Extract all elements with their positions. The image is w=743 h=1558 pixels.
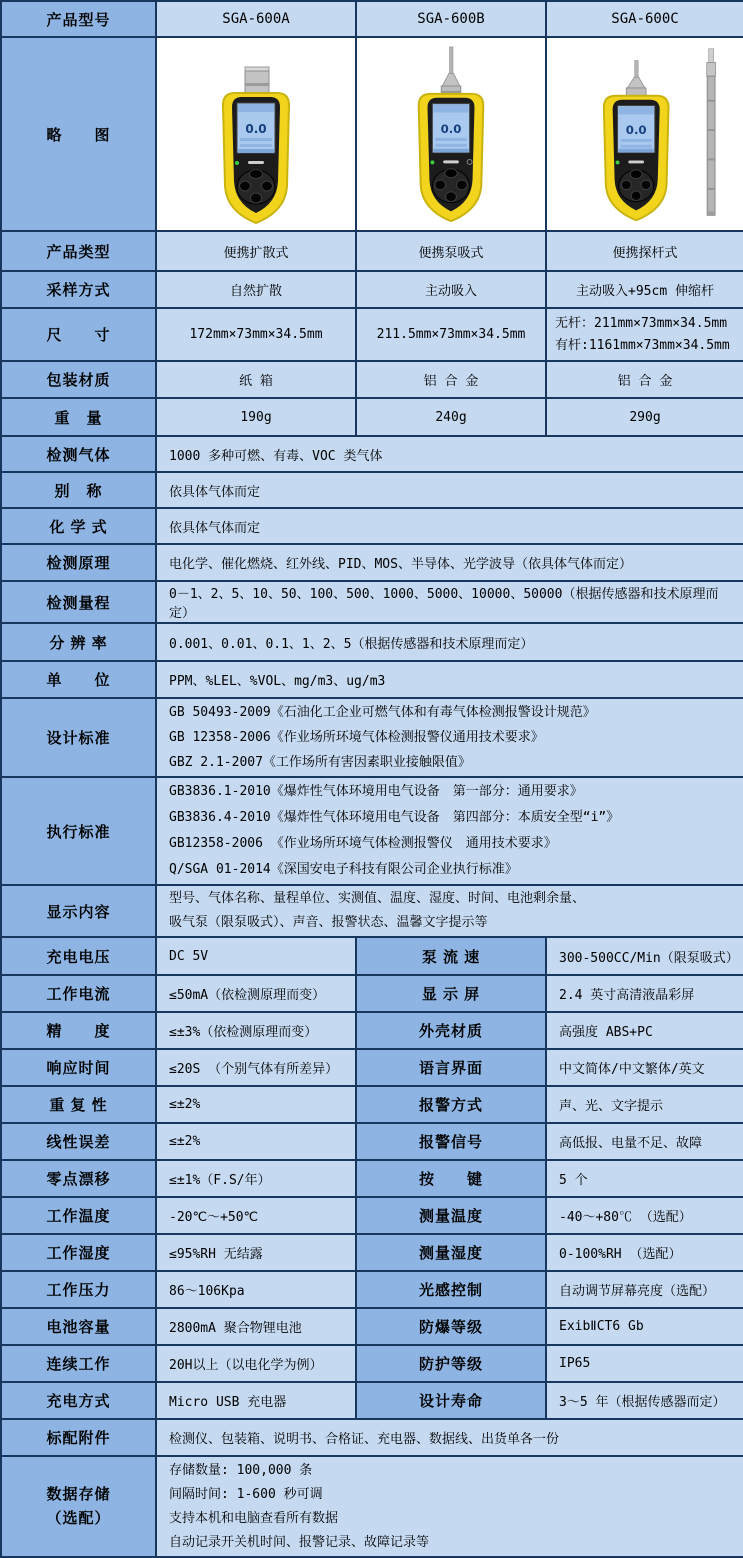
- pair-12-left-value: Micro USB 充电器: [156, 1382, 356, 1419]
- exec-standard-line1: GB3836.1-2010《爆炸性气体环境用电气设备 第一部分：通用要求》: [169, 784, 583, 799]
- size-c: [546, 308, 743, 361]
- pair-8-left-value: ≤95%RH 无结露: [156, 1234, 356, 1271]
- brand-logo: [628, 160, 644, 163]
- row-label-resolution: 分 辨 率: [1, 623, 156, 661]
- data-storage-line1: 存储数量: 100,000 条: [169, 1462, 313, 1478]
- model-sga-600b: SGA-600B: [356, 1, 546, 37]
- row-principle: [1, 544, 743, 581]
- row-accessories: [1, 1419, 743, 1456]
- device-screen-value: 0.0: [625, 123, 647, 137]
- product-type-b: 便携泵吸式: [356, 231, 546, 271]
- pair-3-left-label: 响应时间: [1, 1049, 156, 1086]
- pair-3-left-value: ≤20S （个别气体有所差异）: [156, 1049, 356, 1086]
- size-a: 172mm×73mm×34.5mm: [156, 308, 356, 361]
- pair-10-right-label: 防爆等级: [356, 1308, 546, 1345]
- pair-6-left-value: ≤±1%（F.S/年）: [156, 1160, 356, 1197]
- row-label-principle: 检测原理: [1, 544, 156, 581]
- row-label-accessories: 标配附件: [1, 1419, 156, 1456]
- row-label-product-model: 产品型号: [1, 1, 156, 37]
- row-weight: [1, 398, 743, 436]
- exec-standard-line3: GB12358-2006 《作业场所环境气体检测报警仪 通用技术要求》: [169, 836, 557, 851]
- data-storage-line3: 支持本机和电脑查看所有数据: [169, 1510, 339, 1526]
- pair-9-left-value: 86～106Kpa: [156, 1271, 356, 1308]
- row-pair-2: [1, 1012, 743, 1049]
- row-sketch: [1, 37, 743, 231]
- brand-logo: [443, 160, 459, 163]
- packaging-b: 铝 合 金: [356, 361, 546, 398]
- product-type-a: 便携扩散式: [156, 231, 356, 271]
- device-screen-value: 0.0: [245, 122, 267, 136]
- range-value: 0－1、2、5、10、50、100、500、1000、5000、10000、50000（根据传感器和技术原理而定）: [156, 581, 743, 623]
- pair-4-left-label: 重 复 性: [1, 1086, 156, 1123]
- pair-4-right-value: 声、光、文字提示: [546, 1086, 743, 1123]
- unit-value: PPM、%LEL、%VOL、mg/m3、ug/m3: [156, 661, 743, 698]
- data-storage-label-line2: （选配）: [46, 1509, 111, 1527]
- pair-3-right-value: 中文简体/中文繁体/英文: [546, 1049, 743, 1086]
- design-standard-value: [156, 698, 743, 777]
- row-display-content: [1, 885, 743, 937]
- pair-8-left-label: 工作湿度: [1, 1234, 156, 1271]
- size-c-without-rod: 无杆：211mm×73mm×34.5mm: [555, 315, 728, 331]
- pair-11-left-value: 20H以上（以电化学为例）: [156, 1345, 356, 1382]
- sketch-cell-sga-600a: [156, 37, 356, 231]
- row-pair-12: [1, 1382, 743, 1419]
- exec-standard-line4: Q/SGA 01-2014《深国安电子科技有限公司企业执行标准》: [169, 862, 518, 877]
- packaging-c: 铝 合 金: [546, 361, 743, 398]
- row-sampling: [1, 271, 743, 308]
- design-standard-line2: GB 12358-2006《作业场所环境气体检测报警仪通用技术要求》: [169, 730, 544, 745]
- row-pair-3: [1, 1049, 743, 1086]
- row-gas: [1, 436, 743, 472]
- pair-6-left-label: 零点漂移: [1, 1160, 156, 1197]
- pair-3-right-label: 语言界面: [356, 1049, 546, 1086]
- weight-b: 240g: [356, 398, 546, 436]
- row-pair-10: [1, 1308, 743, 1345]
- row-label-sampling: 采样方式: [1, 271, 156, 308]
- size-c-with-rod: 有杆:1161mm×73mm×34.5mm: [555, 337, 730, 353]
- row-alias: [1, 472, 743, 508]
- row-design-standard: [1, 698, 743, 777]
- device-illustration-sga-600c: [548, 39, 742, 229]
- row-product-type: [1, 231, 743, 271]
- pair-11-right-label: 防护等级: [356, 1345, 546, 1382]
- row-label-range: 检测量程: [1, 581, 156, 623]
- display-content-line2: 吸气泵（限泵吸式）、声音、报警状态、温馨文字提示等: [169, 915, 488, 930]
- row-formula: [1, 508, 743, 544]
- device-illustration-sga-600b: [358, 39, 544, 229]
- device-illustration-sga-600a: [158, 39, 354, 229]
- row-pair-4: [1, 1086, 743, 1123]
- pair-6-right-label: 按 键: [356, 1160, 546, 1197]
- pair-5-left-label: 线性误差: [1, 1123, 156, 1160]
- pair-9-right-label: 光感控制: [356, 1271, 546, 1308]
- row-pair-1: [1, 975, 743, 1012]
- alias-value: 依具体气体而定: [156, 472, 743, 508]
- power-led: [235, 161, 239, 165]
- pair-2-left-value: ≤±3%（依检测原理而变）: [156, 1012, 356, 1049]
- row-pair-0: [1, 937, 743, 975]
- brand-logo: [248, 161, 264, 164]
- principle-value: 电化学、催化燃烧、红外线、PID、MOS、半导体、光学波导（依具体气体而定）: [156, 544, 743, 581]
- resolution-value: 0.001、0.01、0.1、1、2、5（根据传感器和技术原理而定）: [156, 623, 743, 661]
- pair-8-right-label: 测量湿度: [356, 1234, 546, 1271]
- data-storage-label-line1: 数据存储: [46, 1485, 111, 1503]
- pair-8-right-value: 0-100%RH （选配）: [546, 1234, 743, 1271]
- device-screen-value: 0.0: [440, 122, 462, 137]
- row-pair-6: [1, 1160, 743, 1197]
- sketch-cell-sga-600c: [546, 37, 743, 231]
- pair-12-left-label: 充电方式: [1, 1382, 156, 1419]
- row-range: [1, 581, 743, 623]
- pair-2-left-label: 精 度: [1, 1012, 156, 1049]
- row-size: [1, 308, 743, 361]
- pair-1-right-value: 2.4 英寸高清液晶彩屏: [546, 975, 743, 1012]
- telescopic-rod: [707, 49, 716, 216]
- row-unit: [1, 661, 743, 698]
- pair-2-right-value: 高强度 ABS+PC: [546, 1012, 743, 1049]
- row-label-display-content: 显示内容: [1, 885, 156, 937]
- pair-0-right-label: 泵 流 速: [356, 937, 546, 975]
- product-type-c: 便携探杆式: [546, 231, 743, 271]
- sketch-cell-sga-600b: [356, 37, 546, 231]
- pair-2-right-label: 外壳材质: [356, 1012, 546, 1049]
- design-standard-line3: GBZ 2.1-2007《工作场所有害因素职业接触限值》: [169, 755, 471, 770]
- pair-1-left-label: 工作电流: [1, 975, 156, 1012]
- pair-1-left-value: ≤50mA（依检测原理而变）: [156, 975, 356, 1012]
- exec-standard-line2: GB3836.4-2010《爆炸性气体环境用电气设备 第四部分：本质安全型“i”》: [169, 810, 620, 825]
- pair-5-left-value: ≤±2%: [156, 1123, 356, 1160]
- pair-12-right-label: 设计寿命: [356, 1382, 546, 1419]
- gas-value: 1000 多种可燃、有毒、VOC 类气体: [156, 436, 743, 472]
- formula-value: 依具体气体而定: [156, 508, 743, 544]
- weight-c: 290g: [546, 398, 743, 436]
- pair-10-left-label: 电池容量: [1, 1308, 156, 1345]
- pair-9-right-value: 自动调节屏幕亮度（选配）: [546, 1271, 743, 1308]
- packaging-a: 纸 箱: [156, 361, 356, 398]
- row-label-exec-standard: 执行标准: [1, 777, 156, 885]
- pair-5-right-label: 报警信号: [356, 1123, 546, 1160]
- row-label-alias: 别 称: [1, 472, 156, 508]
- row-label-gas: 检测气体: [1, 436, 156, 472]
- pair-0-left-label: 充电电压: [1, 937, 156, 975]
- sampling-b: 主动吸入: [356, 271, 546, 308]
- row-label-design-standard: 设计标准: [1, 698, 156, 777]
- row-pair-8: [1, 1234, 743, 1271]
- pair-0-right-value: 300-500CC/Min（限泵吸式）: [546, 937, 743, 975]
- size-b: 211.5mm×73mm×34.5mm: [356, 308, 546, 361]
- row-label-product-type: 产品类型: [1, 231, 156, 271]
- accessories-value: 检测仪、包装箱、说明书、合格证、充电器、数据线、出货单各一份: [156, 1419, 743, 1456]
- exec-standard-value: [156, 777, 743, 885]
- row-label-sketch: 略 图: [1, 37, 156, 231]
- display-content-value: [156, 885, 743, 937]
- pair-4-left-value: ≤±2%: [156, 1086, 356, 1123]
- data-storage-line4: 自动记录开关机时间、报警记录、故障记录等: [169, 1534, 430, 1550]
- row-packaging: [1, 361, 743, 398]
- row-label-unit: 单 位: [1, 661, 156, 698]
- power-led: [430, 160, 434, 164]
- pair-4-right-label: 报警方式: [356, 1086, 546, 1123]
- weight-a: 190g: [156, 398, 356, 436]
- sampling-a: 自然扩散: [156, 271, 356, 308]
- pair-11-right-value: IP65: [546, 1345, 743, 1382]
- row-label-size: 尺 寸: [1, 308, 156, 361]
- data-storage-line2: 间隔时间: 1-600 秒可调: [169, 1486, 323, 1502]
- pair-10-right-value: ExibⅡCT6 Gb: [546, 1308, 743, 1345]
- row-resolution: [1, 623, 743, 661]
- pair-6-right-value: 5 个: [546, 1160, 743, 1197]
- pair-0-left-value: DC 5V: [156, 937, 356, 975]
- display-content-line1: 型号、气体名称、量程单位、实测值、温度、湿度、时间、电池剩余量、: [169, 891, 586, 906]
- row-label-formula: 化 学 式: [1, 508, 156, 544]
- pair-1-right-label: 显 示 屏: [356, 975, 546, 1012]
- power-led: [616, 160, 620, 164]
- pair-11-left-label: 连续工作: [1, 1345, 156, 1382]
- pair-9-left-label: 工作压力: [1, 1271, 156, 1308]
- pair-7-right-label: 测量温度: [356, 1197, 546, 1234]
- row-pair-7: [1, 1197, 743, 1234]
- model-sga-600c: SGA-600C: [546, 1, 743, 37]
- row-pair-11: [1, 1345, 743, 1382]
- pair-12-right-value: 3～5 年（根据传感器而定）: [546, 1382, 743, 1419]
- pair-10-left-value: 2800mA 聚合物锂电池: [156, 1308, 356, 1345]
- row-pair-9: [1, 1271, 743, 1308]
- row-label-packaging: 包装材质: [1, 361, 156, 398]
- row-pair-5: [1, 1123, 743, 1160]
- sampling-c: 主动吸入+95cm 伸缩杆: [546, 271, 743, 308]
- model-sga-600a: SGA-600A: [156, 1, 356, 37]
- row-label-weight: 重 量: [1, 398, 156, 436]
- row-product-model: [1, 1, 743, 37]
- row-exec-standard: [1, 777, 743, 885]
- pair-5-right-value: 高低报、电量不足、故障: [546, 1123, 743, 1160]
- design-standard-line1: GB 50493-2009《石油化工企业可燃气体和有毒气体检测报警设计规范》: [169, 705, 596, 720]
- pair-7-left-value: -20℃～+50℃: [156, 1197, 356, 1234]
- pair-7-right-value: -40～+80℃ （选配）: [546, 1197, 743, 1234]
- pair-7-left-label: 工作温度: [1, 1197, 156, 1234]
